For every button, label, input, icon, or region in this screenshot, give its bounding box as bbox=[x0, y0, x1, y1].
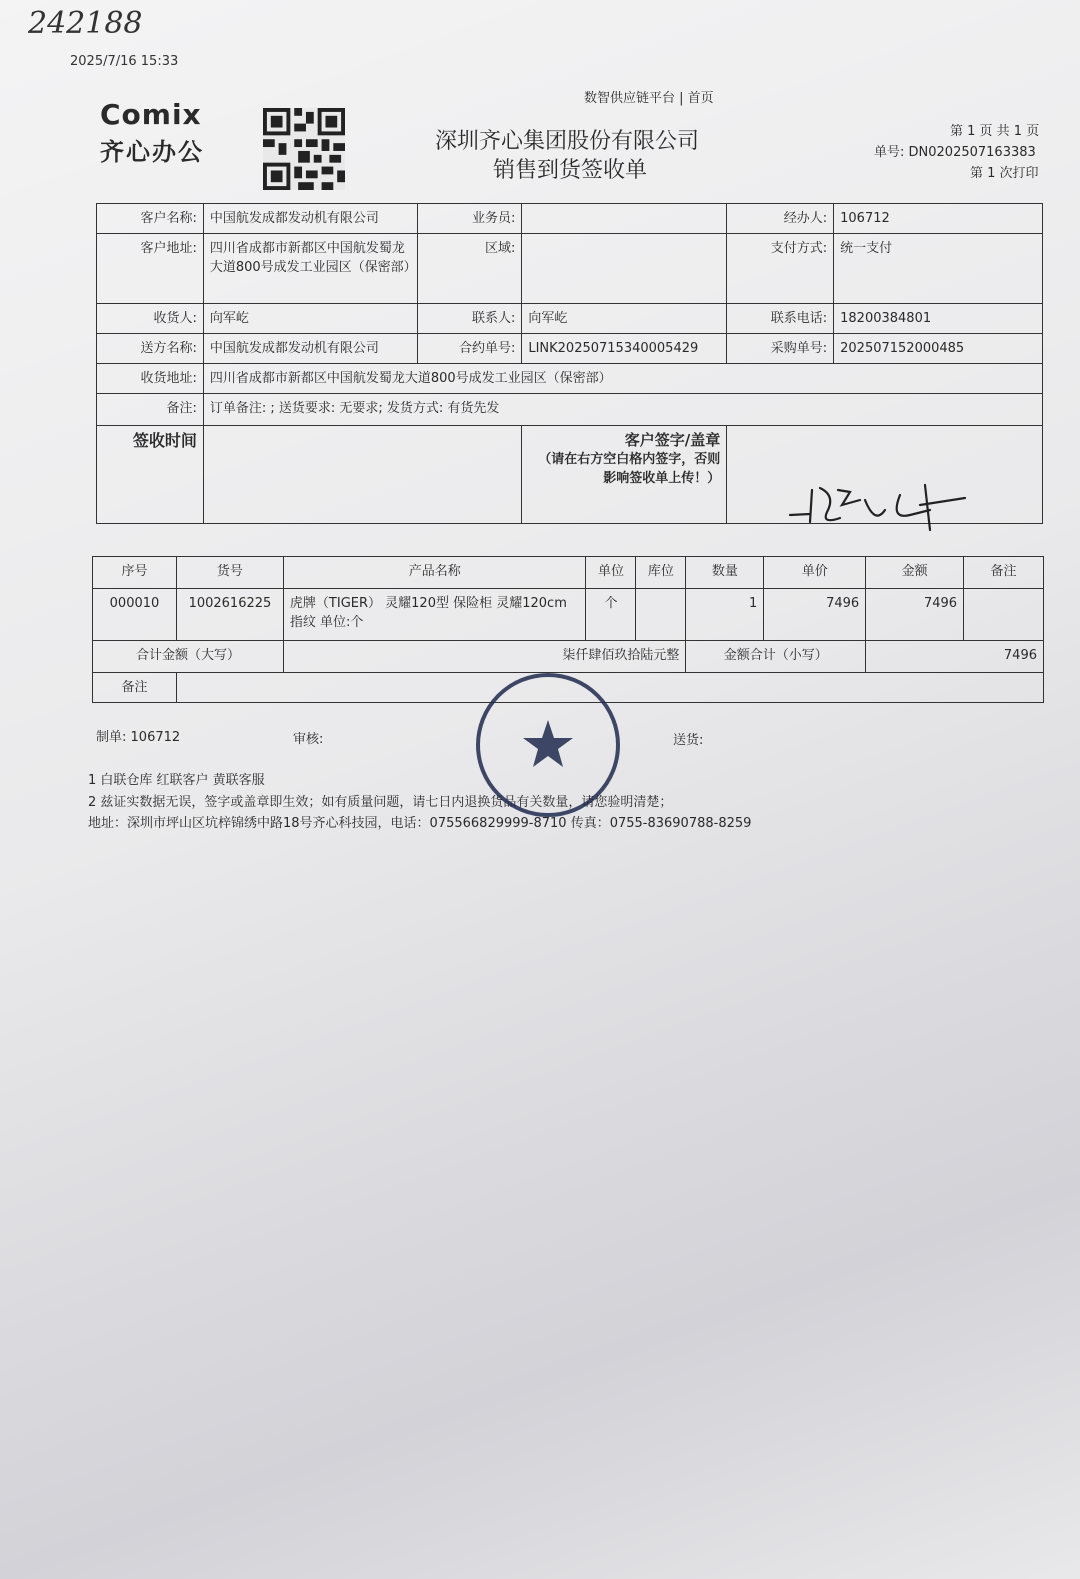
remarks: 订单备注: ; 送货要求: 无要求; 发货方式: 有货先发 bbox=[203, 394, 1042, 426]
item-unit: 个 bbox=[586, 589, 636, 641]
payment-label: 支付方式: bbox=[727, 234, 834, 304]
col-header-qty: 数量 bbox=[686, 557, 764, 589]
item-name: 虎牌（TIGER） 灵耀120型 保险柜 灵耀120cm指纹 单位:个 bbox=[283, 589, 586, 641]
handwritten-note: 242188 bbox=[28, 6, 143, 41]
ship-to: 中国航发成都发动机有限公司 bbox=[203, 334, 418, 364]
col-header-price: 单价 bbox=[764, 557, 866, 589]
phone-label: 联系电话: bbox=[727, 304, 834, 334]
item-note bbox=[964, 589, 1044, 641]
maker: 制单: 106712 bbox=[96, 730, 181, 745]
logo-cn: 齐心办公 bbox=[100, 138, 204, 166]
document-title: 销售到货签收单 bbox=[493, 158, 648, 183]
col-header-note: 备注 bbox=[964, 557, 1044, 589]
receiver-label: 收货人: bbox=[97, 304, 204, 334]
print-count: 第 1 次打印 bbox=[970, 166, 1039, 181]
customer-name: 中国航发成都发动机有限公司 bbox=[203, 204, 418, 234]
handler-label: 经办人: bbox=[727, 204, 834, 234]
region bbox=[522, 234, 727, 304]
po-label: 采购单号: bbox=[727, 334, 834, 364]
page-info: 第 1 页 共 1 页 bbox=[950, 124, 1040, 139]
doc-number: 单号: DN0202507163383 bbox=[874, 145, 1036, 160]
sign-instruction bbox=[522, 426, 727, 524]
receiver: 向军屹 bbox=[203, 304, 418, 334]
items-remark-label: 备注 bbox=[93, 673, 177, 703]
total-lower-label: 金额合计（小写） bbox=[686, 641, 866, 673]
item-qty: 1 bbox=[686, 589, 764, 641]
region-label: 区域: bbox=[418, 234, 522, 304]
item-code: 1002616225 bbox=[176, 589, 283, 641]
payment: 统一支付 bbox=[834, 234, 1043, 304]
customer-addr-label: 客户地址: bbox=[97, 234, 204, 304]
logo-en: Comix bbox=[100, 98, 202, 131]
platform-header: 数智供应链平台 | 首页 bbox=[584, 91, 714, 106]
customer-signature bbox=[780, 470, 980, 540]
footer-line-3: 地址：深圳市坪山区坑梓锦绣中路18号齐心科技园，电话：075566829999-8710 传真：0755-83690788-8259 bbox=[88, 816, 752, 831]
handler: 106712 bbox=[834, 204, 1043, 234]
print-timestamp: 2025/7/16 15:33 bbox=[70, 54, 179, 69]
contract-label: 合约单号: bbox=[418, 334, 522, 364]
customer-name-label: 客户名称: bbox=[97, 204, 204, 234]
contract-number: LINK20250715340005429 bbox=[522, 334, 727, 364]
contact-label: 联系人: bbox=[418, 304, 522, 334]
company-stamp-icon bbox=[473, 670, 623, 820]
phone: 18200384801 bbox=[834, 304, 1043, 334]
sign-time-label: 签收时间 bbox=[97, 426, 204, 524]
col-header-amount: 金额 bbox=[866, 557, 964, 589]
customer-addr: 四川省成都市新都区中国航发蜀龙大道800号成发工业园区（保密部） bbox=[203, 234, 418, 304]
salesperson-label: 业务员: bbox=[418, 204, 522, 234]
delivery-addr: 四川省成都市新都区中国航发蜀龙大道800号成发工业园区（保密部） bbox=[203, 364, 1042, 394]
contact: 向军屹 bbox=[522, 304, 727, 334]
table-row bbox=[93, 589, 1044, 641]
sign-label: 客户签字/盖章 bbox=[624, 431, 721, 449]
total-upper-label: 合计金额（大写） bbox=[93, 641, 284, 673]
item-amount: 7496 bbox=[866, 589, 964, 641]
item-seq: 000010 bbox=[93, 589, 177, 641]
col-header-location: 库位 bbox=[636, 557, 686, 589]
sign-time-box[interactable] bbox=[203, 426, 521, 524]
col-header-unit: 单位 bbox=[586, 557, 636, 589]
salesperson bbox=[522, 204, 727, 234]
qr-code-icon bbox=[262, 108, 346, 190]
delivery-label: 送货: bbox=[673, 733, 704, 748]
remarks-label: 备注: bbox=[97, 394, 204, 426]
po-number: 202507152000485 bbox=[834, 334, 1043, 364]
item-location bbox=[636, 589, 686, 641]
footer-line-2: 2 兹证实数据无误，签字或盖章即生效；如有质量问题，请七日内退换货品有关数量，请您验明清楚； bbox=[88, 795, 673, 810]
footer-line-1: 1 白联仓库 红联客户 黄联客服 bbox=[88, 773, 265, 788]
total-upper: 柒仟肆佰玖拾陆元整 bbox=[283, 641, 685, 673]
item-price: 7496 bbox=[764, 589, 866, 641]
col-header-code: 货号 bbox=[176, 557, 283, 589]
col-header-seq: 序号 bbox=[93, 557, 177, 589]
col-header-name: 产品名称 bbox=[283, 557, 586, 589]
sign-hint: （请在右方空白格内签字，否则影响签收单上传！） bbox=[538, 452, 721, 486]
company-title: 深圳齐心集团股份有限公司 bbox=[435, 129, 700, 154]
delivery-addr-label: 收货地址: bbox=[97, 364, 204, 394]
total-lower: 7496 bbox=[866, 641, 1044, 673]
audit-label: 审核: bbox=[293, 732, 324, 747]
ship-to-label: 送方名称: bbox=[97, 334, 204, 364]
